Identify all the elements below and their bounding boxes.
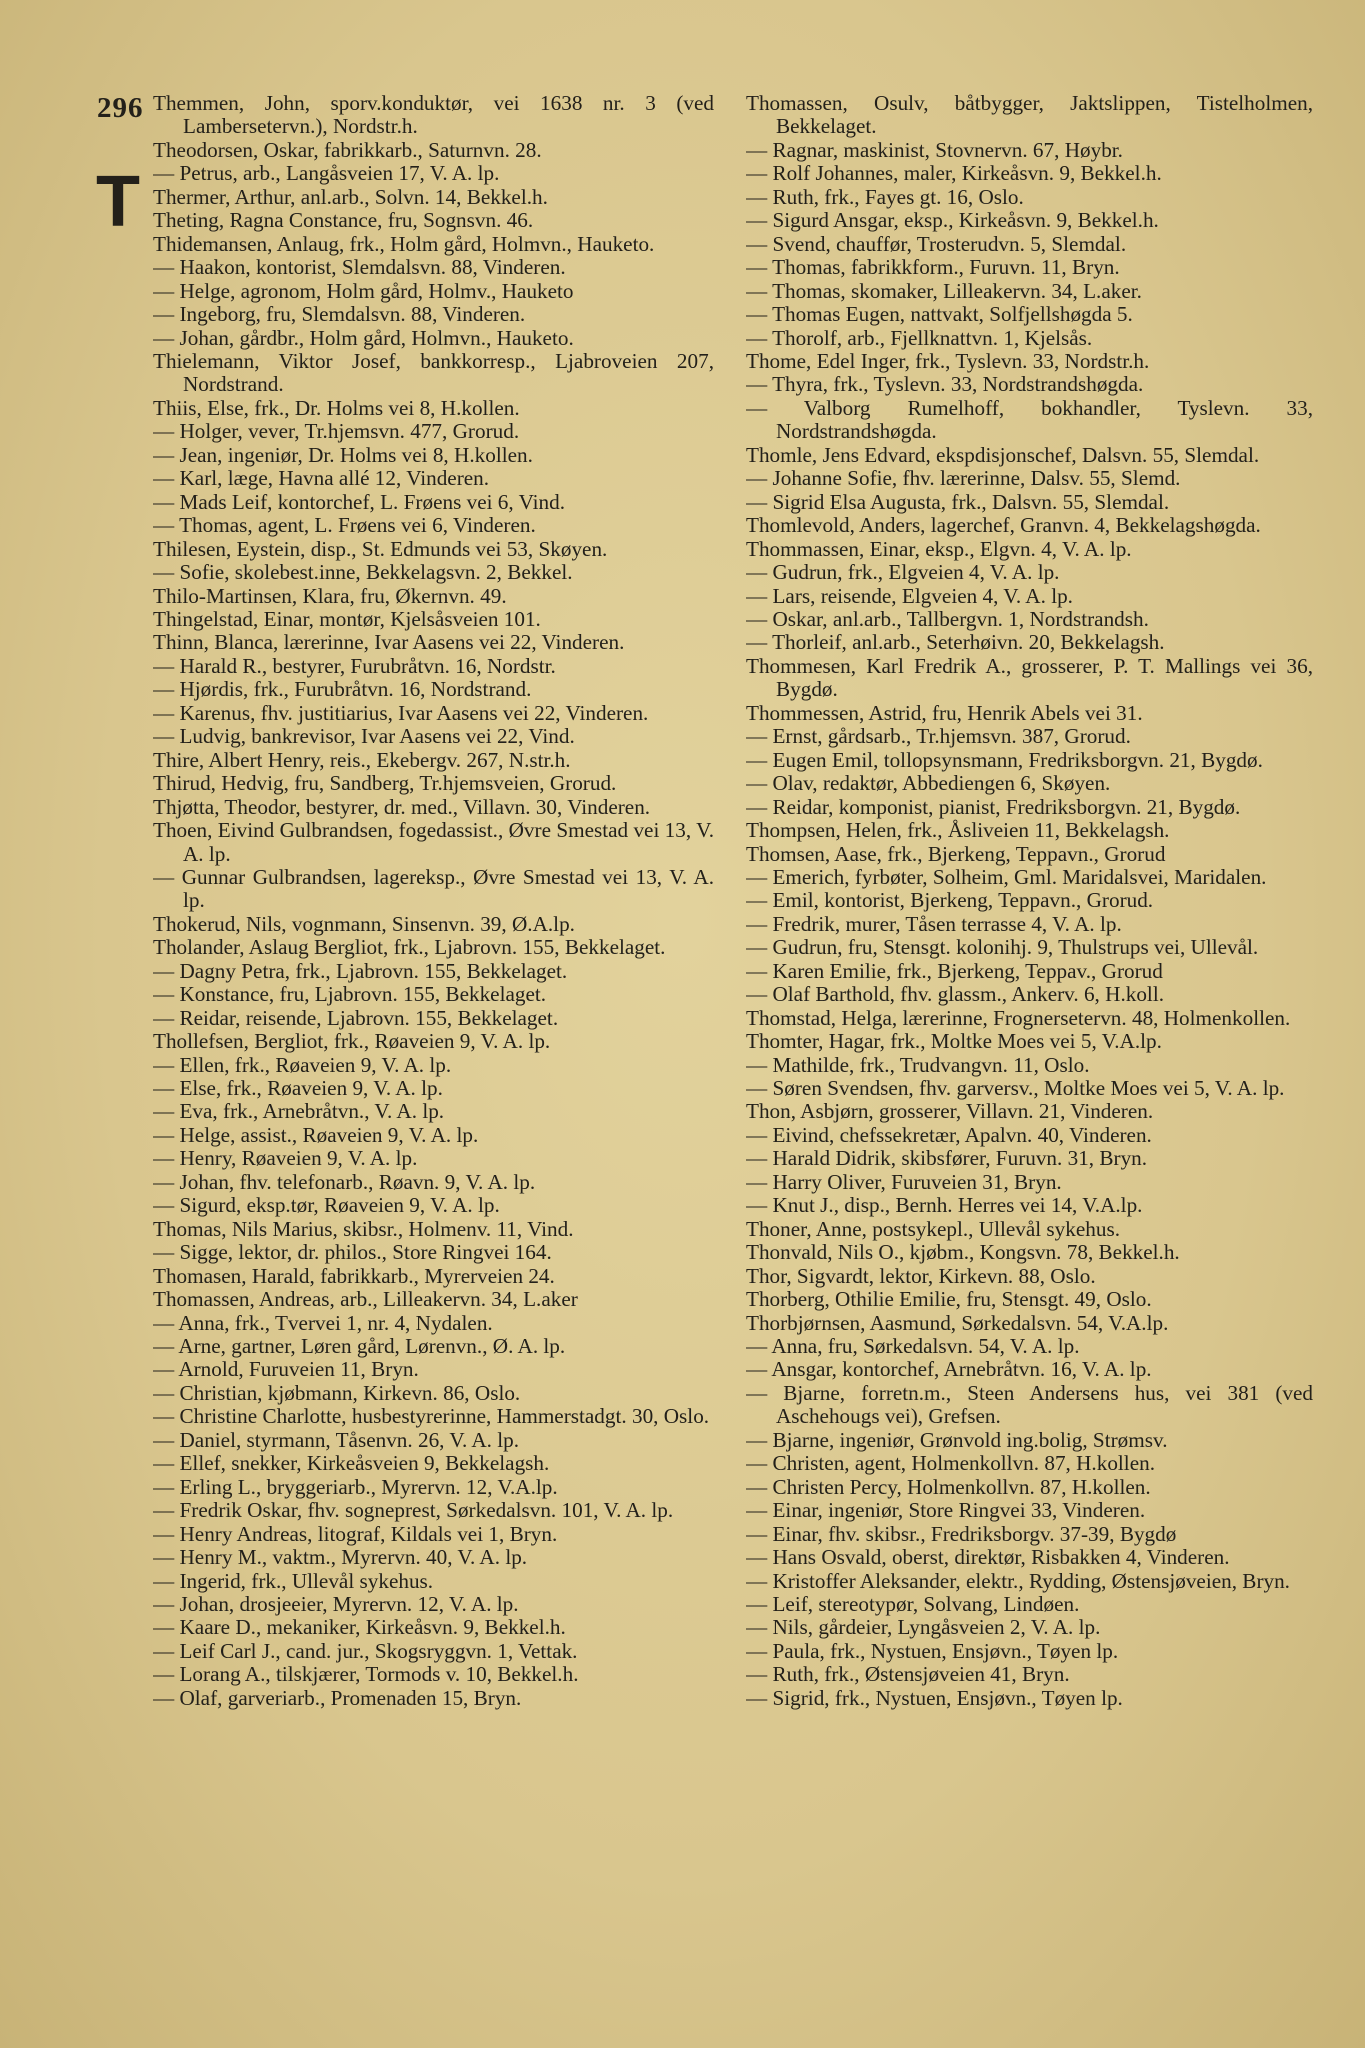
directory-entry: — Eva, frk., Arnebråtvn., V. A. lp. — [153, 1099, 445, 1124]
directory-entry: Thomter, Hagar, frk., Moltke Moes vei 5, V.A.lp. — [746, 1029, 1162, 1054]
directory-entry: — Sigurd Ansgar, eksp., Kirkeåsvn. 9, Bekkel.h. — [746, 208, 1159, 233]
directory-entry: — Thyra, frk., Tyslevn. 33, Nordstrandshøgda. — [746, 372, 1144, 397]
directory-entry: — Olav, redaktør, Abbediengen 6, Skøyen. — [746, 771, 1111, 796]
directory-entry: — Anna, frk., Tvervei 1, nr. 4, Nydalen. — [153, 1310, 493, 1335]
directory-entry: — Nils, gårdeier, Lyngåsveien 2, V. A. lp. — [746, 1615, 1101, 1640]
page-number: 296 — [97, 92, 144, 124]
directory-entry: — Ellef, snekker, Kirkeåsveien 9, Bekkelagsh. — [153, 1451, 550, 1476]
directory-entry: — Bjarne, forretn.m., Steen Andersens hus, vei 381 (ved Aschehougs vei), Grefsen. — [746, 1380, 1313, 1429]
directory-entry: — Thorolf, arb., Fjellknattvn. 1, Kjelsås. — [746, 325, 1093, 350]
directory-entry: — Eivind, chefssekretær, Apalvn. 40, Vinderen. — [746, 1122, 1152, 1147]
directory-entry: — Else, frk., Røaveien 9, V. A. lp. — [153, 1076, 443, 1101]
section-letter: T — [96, 162, 140, 242]
directory-entry: Thomlevold, Anders, lagerchef, Granvn. 4, Bekkelagshøgda. — [746, 513, 1261, 538]
directory-entry: — Mads Leif, kontorchef, L. Frøens vei 6, Vind. — [153, 489, 566, 514]
directory-entry: Thilesen, Eystein, disp., St. Edmunds vei 53, Skøyen. — [153, 536, 608, 561]
left-column — [153, 92, 714, 1992]
directory-entry: — Henry M., vaktm., Myrervn. 40, V. A. lp. — [153, 1545, 528, 1570]
directory-entry: — Thomas, agent, L. Frøens vei 6, Vinderen. — [153, 513, 536, 538]
directory-entry: — Kaare D., mekaniker, Kirkeåsvn. 9, Bekkel.h. — [153, 1615, 566, 1640]
directory-entry: — Fredrik Oskar, fhv. sogneprest, Sørkedalsvn. 101, V. A. lp. — [153, 1498, 674, 1523]
directory-entry: — Kristoffer Aleksander, elektr., Rydding, Østensjøveien, Bryn. — [746, 1568, 1290, 1593]
directory-entry: — Helge, assist., Røaveien 9, V. A. lp. — [153, 1122, 479, 1147]
directory-entry: Thorberg, Othilie Emilie, fru, Stensgt. 49, Oslo. — [746, 1287, 1152, 1312]
directory-entry: Thompsen, Helen, frk., Åsliveien 11, Bekkelagsh. — [746, 818, 1170, 843]
directory-entry: — Mathilde, frk., Trudvangvn. 11, Oslo. — [746, 1052, 1090, 1077]
directory-entry: Themmen, John, sporv.konduktør, vei 1638 nr. 3 (ved Lambersetervn.), Nordstr.h. — [153, 92, 714, 139]
directory-entry: Theting, Ragna Constance, fru, Sognsvn. 46. — [153, 208, 534, 233]
directory-entry: — Oskar, anl.arb., Tallbergvn. 1, Nordstrandsh. — [746, 606, 1149, 631]
directory-entry: — Karen Emilie, frk., Bjerkeng, Teppav., Grorud — [746, 958, 1163, 983]
directory-entry: Thoner, Anne, postsykepl., Ullevål sykehus. — [746, 1216, 1120, 1241]
directory-entry: — Arne, gartner, Løren gård, Lørenvn., Ø. A. lp. — [153, 1334, 566, 1359]
directory-entry: — Søren Svendsen, fhv. garversv., Moltke Moes vei 5, V. A. lp. — [746, 1076, 1285, 1101]
directory-entry: — Harry Oliver, Furuveien 31, Bryn. — [746, 1169, 1062, 1194]
directory-entry: — Ansgar, kontorchef, Arnebråtvn. 16, V. A. lp. — [746, 1357, 1152, 1382]
directory-entry: — Christian, kjøbmann, Kirkevn. 86, Oslo. — [153, 1380, 521, 1405]
directory-entry: — Helge, agronom, Holm gård, Holmv., Hauketo — [153, 278, 574, 303]
directory-entry: Thome, Edel Inger, frk., Tyslevn. 33, Nordstr.h. — [746, 348, 1150, 373]
directory-entry: Thomle, Jens Edvard, ekspdisjonschef, Dalsvn. 55, Slemdal. — [746, 442, 1260, 467]
directory-entry: Thomasen, Harald, fabrikkarb., Myrerveien 24. — [153, 1263, 555, 1288]
directory-entry: — Petrus, arb., Langåsveien 17, V. A. lp. — [153, 161, 500, 186]
directory-entry: — Henry, Røaveien 9, V. A. lp. — [153, 1146, 418, 1171]
directory-entry: — Reidar, komponist, pianist, Fredriksborgvn. 21, Bygdø. — [746, 794, 1241, 819]
directory-entry: — Christen, agent, Holmenkollvn. 87, H.kollen. — [746, 1451, 1155, 1476]
directory-entry: Thommessen, Astrid, fru, Henrik Abels vei 31. — [746, 700, 1143, 725]
directory-entry: — Karl, læge, Havna allé 12, Vinderen. — [153, 466, 490, 491]
directory-entry: — Thomas Eugen, nattvakt, Solfjellshøgda 5. — [746, 302, 1133, 327]
directory-entry: Thommassen, Einar, eksp., Elgvn. 4, V. A. lp. — [746, 536, 1132, 561]
directory-entry: — Johanne Sofie, fhv. lærerinne, Dalsv. 55, Slemd. — [746, 466, 1181, 491]
directory-entry: — Karenus, fhv. justitiarius, Ivar Aasens vei 22, Vinderen. — [153, 700, 649, 725]
directory-entry: — Gudrun, fru, Stensgt. kolonihj. 9, Thulstrups vei, Ullevål. — [746, 935, 1259, 960]
directory-entry: — Hans Osvald, oberst, direktør, Risbakken 4, Vinderen. — [746, 1545, 1230, 1570]
directory-entry: — Ruth, frk., Østensjøveien 41, Bryn. — [746, 1662, 1070, 1687]
directory-entry: — Einar, fhv. skibsr., Fredriksborgv. 37-39, Bygdø — [746, 1521, 1177, 1546]
directory-entry: — Einar, ingeniør, Store Ringvei 33, Vinderen. — [746, 1498, 1146, 1523]
directory-entry: — Sofie, skolebest.inne, Bekkelagsvn. 2, Bekkel. — [153, 560, 573, 585]
directory-entry: — Ingeborg, fru, Slemdalsvn. 88, Vinderen. — [153, 302, 526, 327]
directory-entry: — Leif, stereotypør, Solvang, Lindøen. — [746, 1592, 1080, 1616]
directory-entry: Thilo-Martinsen, Klara, fru, Økernvn. 49. — [153, 583, 507, 608]
directory-entry: Thommesen, Karl Fredrik A., grosserer, P. T. Mallings vei 36, Bygdø. — [746, 653, 1313, 702]
directory-entry: — Olaf, garveriarb., Promenaden 15, Bryn. — [153, 1685, 522, 1710]
directory-entry: — Leif Carl J., cand. jur., Skogsryggvn. 1, Vettak. — [153, 1638, 578, 1663]
directory-entry: — Ruth, frk., Fayes gt. 16, Oslo. — [746, 184, 1024, 209]
directory-entry: Thokerud, Nils, vognmann, Sinsenvn. 39, Ø.A.lp. — [153, 911, 575, 936]
directory-entry: Thermer, Arthur, anl.arb., Solvn. 14, Bekkel.h. — [153, 184, 548, 209]
directory-entry: Thingelstad, Einar, montør, Kjelsåsveien 101. — [153, 606, 541, 631]
directory-entry: Thire, Albert Henry, reis., Ekebergv. 267, N.str.h. — [153, 747, 571, 772]
directory-entry: — Ellen, frk., Røaveien 9, V. A. lp. — [153, 1052, 452, 1077]
directory-entry: — Ernst, gårdsarb., Tr.hjemsvn. 387, Grorud. — [746, 724, 1131, 749]
directory-entry: — Henry Andreas, litograf, Kildals vei 1, Bryn. — [153, 1521, 558, 1546]
directory-entry: — Lorang A., tilskjærer, Tormods v. 10, Bekkel.h. — [153, 1662, 579, 1687]
directory-entry: — Christine Charlotte, husbestyrerinne, Hammerstadgt. 30, Oslo. — [153, 1404, 710, 1429]
right-column — [746, 92, 1313, 1992]
directory-entry: Thon, Asbjørn, grosserer, Villavn. 21, Vinderen. — [746, 1099, 1154, 1124]
directory-entry: Thielemann, Viktor Josef, bankkorresp., Ljabroveien 207, Nordstrand. — [153, 348, 714, 397]
directory-entry: Thomassen, Osulv, båtbygger, Jaktslippen, Tistelholmen, Bekkelaget. — [746, 92, 1313, 139]
directory-entry: — Eugen Emil, tollopsynsmann, Fredriksborgvn. 21, Bygdø. — [746, 747, 1263, 772]
directory-entry: Thinn, Blanca, lærerinne, Ivar Aasens vei 22, Vinderen. — [153, 630, 625, 655]
directory-entry: — Jean, ingeniør, Dr. Holms vei 8, H.kollen. — [153, 442, 533, 467]
directory-entry: — Daniel, styrmann, Tåsenvn. 26, V. A. lp. — [153, 1427, 520, 1452]
directory-entry: — Reidar, reisende, Ljabrovn. 155, Bekkelaget. — [153, 1005, 559, 1030]
directory-entry: — Bjarne, ingeniør, Grønvold ing.bolig, Strømsv. — [746, 1427, 1168, 1452]
directory-entry: — Sigurd, eksp.tør, Røaveien 9, V. A. lp. — [153, 1193, 500, 1218]
directory-entry: — Sigrid, frk., Nystuen, Ensjøvn., Tøyen lp. — [746, 1685, 1123, 1710]
directory-entry: — Ragnar, maskinist, Stovnervn. 67, Høybr. — [746, 137, 1123, 162]
directory-entry: — Haakon, kontorist, Slemdalsvn. 88, Vinderen. — [153, 255, 566, 280]
directory-entry: — Sigrid Elsa Augusta, frk., Dalsvn. 55, Slemdal. — [746, 489, 1170, 514]
directory-entry: Thomsen, Aase, frk., Bjerkeng, Teppavn., Grorud — [746, 841, 1166, 866]
directory-entry: — Dagny Petra, frk., Ljabrovn. 155, Bekkelaget. — [153, 958, 568, 983]
directory-entry: — Fredrik, murer, Tåsen terrasse 4, V. A. lp. — [746, 911, 1122, 936]
directory-entry: Tholander, Aslaug Bergliot, frk., Ljabrovn. 155, Bekkelaget. — [153, 935, 666, 960]
directory-entry: — Sigge, lektor, dr. philos., Store Ringvei 164. — [153, 1240, 552, 1265]
directory-entry: — Erling L., bryggeriarb., Myrervn. 12, V.A.lp. — [153, 1474, 558, 1499]
directory-entry: — Holger, vever, Tr.hjemsvn. 477, Grorud. — [153, 419, 520, 444]
directory-entry: — Johan, fhv. telefonarb., Røavn. 9, V. A. lp. — [153, 1169, 536, 1194]
directory-entry: Thonvald, Nils O., kjøbm., Kongsvn. 78, Bekkel.h. — [746, 1240, 1180, 1265]
directory-entry: Thor, Sigvardt, lektor, Kirkevn. 88, Oslo. — [746, 1263, 1096, 1288]
directory-entry: — Rolf Johannes, maler, Kirkeåsvn. 9, Bekkel.h. — [746, 161, 1162, 186]
directory-entry: — Konstance, fru, Ljabrovn. 155, Bekkelaget. — [153, 982, 547, 1007]
directory-entry: — Harald R., bestyrer, Furubråtvn. 16, Nordstr. — [153, 653, 556, 678]
directory-entry: — Valborg Rumelhoff, bokhandler, Tyslevn. 33, Nordstrandshøgda. — [746, 395, 1313, 444]
directory-entry: Thirud, Hedvig, fru, Sandberg, Tr.hjemsveien, Grorud. — [153, 771, 617, 796]
directory-entry: — Ingerid, frk., Ullevål sykehus. — [153, 1568, 434, 1593]
directory-entry: — Gunnar Gulbrandsen, lagereksp., Øvre Smestad vei 13, V. A. lp. — [153, 864, 714, 913]
directory-entry: Thorbjørnsen, Aasmund, Sørkedalsvn. 54, V.A.lp. — [746, 1310, 1169, 1335]
directory-entry: — Thomas, skomaker, Lilleakervn. 34, L.aker. — [746, 278, 1142, 303]
directory-entry: — Gudrun, frk., Elgveien 4, V. A. lp. — [746, 560, 1060, 585]
directory-entry: — Johan, gårdbr., Holm gård, Holmvn., Hauketo. — [153, 325, 574, 350]
directory-entry: Thiis, Else, frk., Dr. Holms vei 8, H.kollen. — [153, 395, 520, 420]
directory-entry: — Paula, frk., Nystuen, Ensjøvn., Tøyen lp. — [746, 1638, 1119, 1663]
directory-entry: — Ludvig, bankrevisor, Ivar Aasens vei 22, Vind. — [153, 724, 575, 749]
directory-entry: Thomas, Nils Marius, skibsr., Holmenv. 11, Vind. — [153, 1216, 574, 1241]
directory-entry: Thoen, Eivind Gulbrandsen, fogedassist., Øvre Smestad vei 13, V. A. lp. — [153, 818, 714, 866]
directory-entry: Thidemansen, Anlaug, frk., Holm gård, Holmvn., Hauketo. — [153, 231, 655, 256]
directory-entry: — Hjørdis, frk., Furubråtvn. 16, Nordstrand. — [153, 677, 532, 702]
directory-entry: — Knut J., disp., Bernh. Herres vei 14, V.A.lp. — [746, 1193, 1143, 1218]
directory-entry: — Svend, chauffør, Trosterudvn. 5, Slemdal. — [746, 231, 1127, 256]
directory-entry: — Anna, fru, Sørkedalsvn. 54, V. A. lp. — [746, 1334, 1080, 1359]
directory-entry: Thollefsen, Bergliot, frk., Røaveien 9, V. A. lp. — [153, 1029, 551, 1054]
directory-entry: — Emerich, fyrbøter, Solheim, Gml. Maridalsvei, Maridalen. — [746, 864, 1267, 889]
directory-entry: — Thorleif, anl.arb., Seterhøivn. 20, Bekkelagsh. — [746, 630, 1165, 655]
directory-entry: — Arnold, Furuveien 11, Bryn. — [153, 1357, 419, 1382]
directory-entry: — Lars, reisende, Elgveien 4, V. A. lp. — [746, 583, 1073, 608]
directory-entry: — Olaf Barthold, fhv. glassm., Ankerv. 6, H.koll. — [746, 982, 1165, 1007]
directory-entry: Theodorsen, Oskar, fabrikkarb., Saturnvn. 28. — [153, 137, 542, 162]
directory-entry: Thjøtta, Theodor, bestyrer, dr. med., Villavn. 30, Vinderen. — [153, 794, 651, 819]
directory-entry: — Thomas, fabrikkform., Furuvn. 11, Bryn. — [746, 255, 1120, 280]
directory-entry: Thomassen, Andreas, arb., Lilleakervn. 34, L.aker — [153, 1287, 578, 1312]
directory-entry: — Johan, drosjeeier, Myrervn. 12, V. A. lp. — [153, 1592, 519, 1616]
directory-entry: — Christen Percy, Holmenkollvn. 87, H.kollen. — [746, 1474, 1151, 1499]
directory-entry: — Harald Didrik, skibsfører, Furuvn. 31, Bryn. — [746, 1146, 1148, 1171]
directory-entry: — Emil, kontorist, Bjerkeng, Teppavn., Grorud. — [746, 888, 1154, 913]
directory-entry: Thomstad, Helga, lærerinne, Frognersetervn. 48, Holmenkollen. — [746, 1005, 1291, 1030]
